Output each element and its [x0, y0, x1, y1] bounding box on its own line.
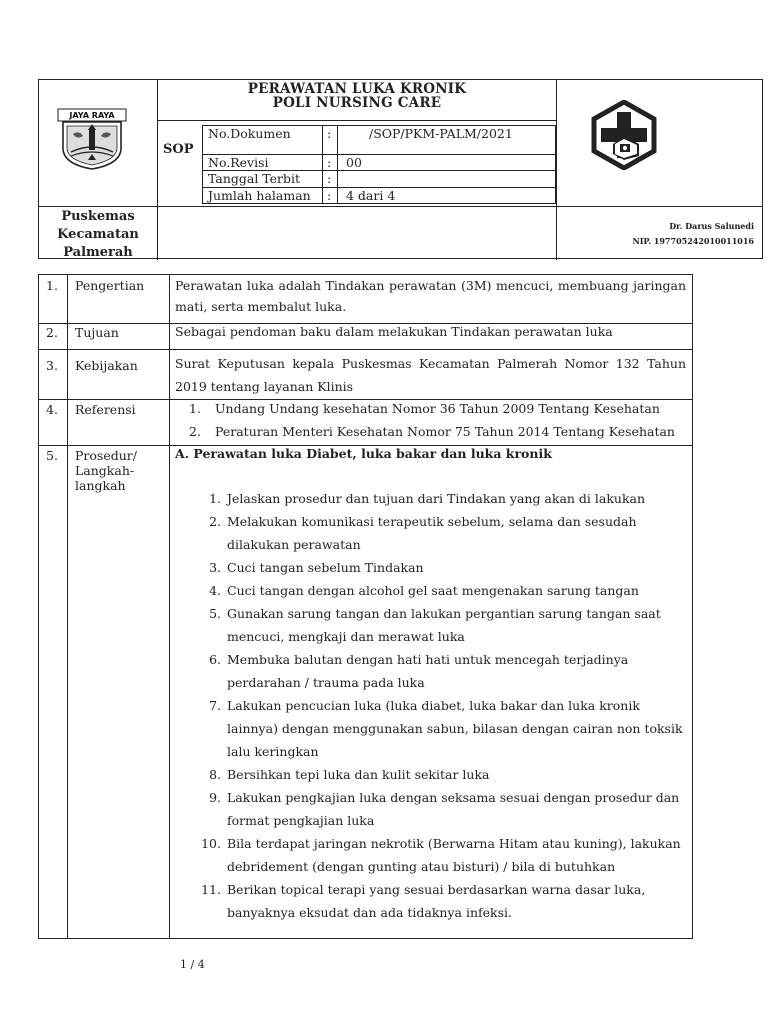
sop-label: SOP — [163, 142, 194, 157]
header-divider — [157, 120, 556, 121]
field-separator: : — [327, 171, 332, 186]
field-label-no-revisi: No.Revisi — [208, 155, 269, 170]
row-number: 5. — [46, 448, 58, 463]
sop-content-table — [38, 274, 693, 939]
reference-text: Peraturan Menteri Kesehatan Nomor 75 Tahun 2014 Tentang Kesehatan — [215, 424, 675, 439]
org-line: Puskemas — [61, 209, 135, 224]
reference-number: 2. — [189, 424, 201, 439]
procedure-step: 11. Berikan topical terapi yang sesuai berdasarkan warna dasar luka, banyaknya eksudat dan ada tidaknya infeksi. — [201, 882, 646, 920]
row-number: 2. — [46, 325, 58, 340]
field-separator: : — [327, 126, 332, 141]
puskesmas-logo-icon — [591, 100, 657, 170]
table-column-divider — [67, 275, 68, 938]
field-value-no-dokumen: /SOP/PKM-PALM/2021 — [369, 126, 513, 141]
label-line: langkah — [75, 478, 126, 493]
signer-nip: NIP. 197705242010011016 — [632, 236, 754, 246]
row-number: 4. — [46, 402, 58, 417]
field-value-jumlah-halaman: 4 dari 4 — [346, 188, 396, 203]
field-label-no-dokumen: No.Dokumen — [208, 126, 291, 141]
procedure-step: 5. Gunakan sarung tangan dan lakukan pergantian sarung tangan saat mencuci, mengkaji dan merawat luka — [209, 606, 661, 644]
row-text-pengertian: Perawatan luka adalah Tindakan perawatan (3M) mencuci, membuang jaringan mati, serta membalut luka. — [175, 278, 686, 314]
field-label-jumlah-halaman: Jumlah halaman — [208, 188, 311, 203]
row-text-kebijakan: Surat Keputusan kepala Puskesmas Kecamatan Palmerah Nomor 132 Tahun 2019 tentang layanan Klinis — [175, 356, 686, 394]
document-subtitle: POLI NURSING CARE — [272, 95, 442, 111]
field-separator: : — [327, 155, 332, 170]
row-label-referensi: Referensi — [75, 402, 136, 417]
row-label-tujuan: Tujuan — [75, 325, 119, 340]
row-label-prosedur — [75, 448, 137, 493]
field-divider — [337, 125, 338, 204]
procedure-steps-list — [189, 487, 694, 924]
procedure-step: 4. Cuci tangan dengan alcohol gel saat mengenakan sarung tangan — [209, 583, 639, 598]
procedure-step: 2. Melakukan komunikasi terapeutik sebelum, selama dan sesudah dilakukan perawatan — [209, 514, 637, 552]
reference-number: 1. — [189, 401, 201, 416]
table-row-divider — [39, 399, 692, 400]
field-separator: : — [327, 188, 332, 203]
procedure-step: 6. Membuka balutan dengan hati hati untuk mencegah terjadinya perdarahan / trauma pada luka — [209, 652, 629, 690]
org-line: Palmerah — [63, 245, 133, 260]
table-row-divider — [39, 349, 692, 350]
procedure-step: 10. Bila terdapat jaringan nekrotik (Berwarna Hitam atau kuning), lakukan debridement (dengan gunting atau bisturi) / bila di butuhkan — [201, 836, 681, 874]
label-line: Langkah- — [75, 463, 135, 478]
field-divider — [322, 125, 323, 204]
header-divider — [39, 206, 762, 207]
sop-header-table — [38, 79, 763, 259]
table-column-divider — [169, 275, 170, 938]
row-label-kebijakan: Kebijakan — [75, 358, 138, 373]
organization-name — [39, 208, 157, 262]
procedure-step: 8. Bersihkan tepi luka dan kulit sekitar luka — [209, 767, 490, 782]
procedure-heading: A. Perawatan luka Diabet, luka bakar dan luka kronik — [175, 446, 552, 461]
field-label-tanggal-terbit: Tanggal Terbit — [208, 171, 301, 186]
page-number: 1 / 4 — [180, 958, 205, 971]
field-value-no-revisi: 00 — [346, 155, 362, 170]
row-number: 1. — [46, 278, 58, 293]
jaya-raya-emblem-icon — [57, 108, 127, 170]
reference-text: Undang Undang kesehatan Nomor 36 Tahun 2009 Tentang Kesehatan — [215, 401, 660, 416]
org-line: Kecamatan — [57, 227, 139, 242]
procedure-step: 1. Jelaskan prosedur dan tujuan dari Tindakan yang akan di lakukan — [209, 491, 646, 506]
document-title: PERAWATAN LUKA KRONIK — [247, 81, 467, 97]
row-text-tujuan: Sebagai pendoman baku dalam melakukan Tindakan perawatan luka — [175, 324, 613, 339]
procedure-step: 7. Lakukan pencucian luka (luka diabet, luka bakar dan luka kronik lainnya) dengan menggunakan sabun, bilasan dengan cairan non toksik lalu keringkan — [209, 698, 683, 759]
row-number: 3. — [46, 358, 58, 373]
row-label-pengertian: Pengertian — [75, 278, 145, 293]
label-line: Prosedur/ — [75, 448, 137, 463]
procedure-step: 9. Lakukan pengkajian luka dengan seksama sesuai dengan prosedur dan format pengkajian luka — [209, 790, 680, 828]
emblem-label: JAYA RAYA — [69, 111, 115, 120]
signer-name: Dr. Darus Salunedi — [669, 221, 754, 231]
procedure-step: 3. Cuci tangan sebelum Tindakan — [209, 560, 424, 575]
